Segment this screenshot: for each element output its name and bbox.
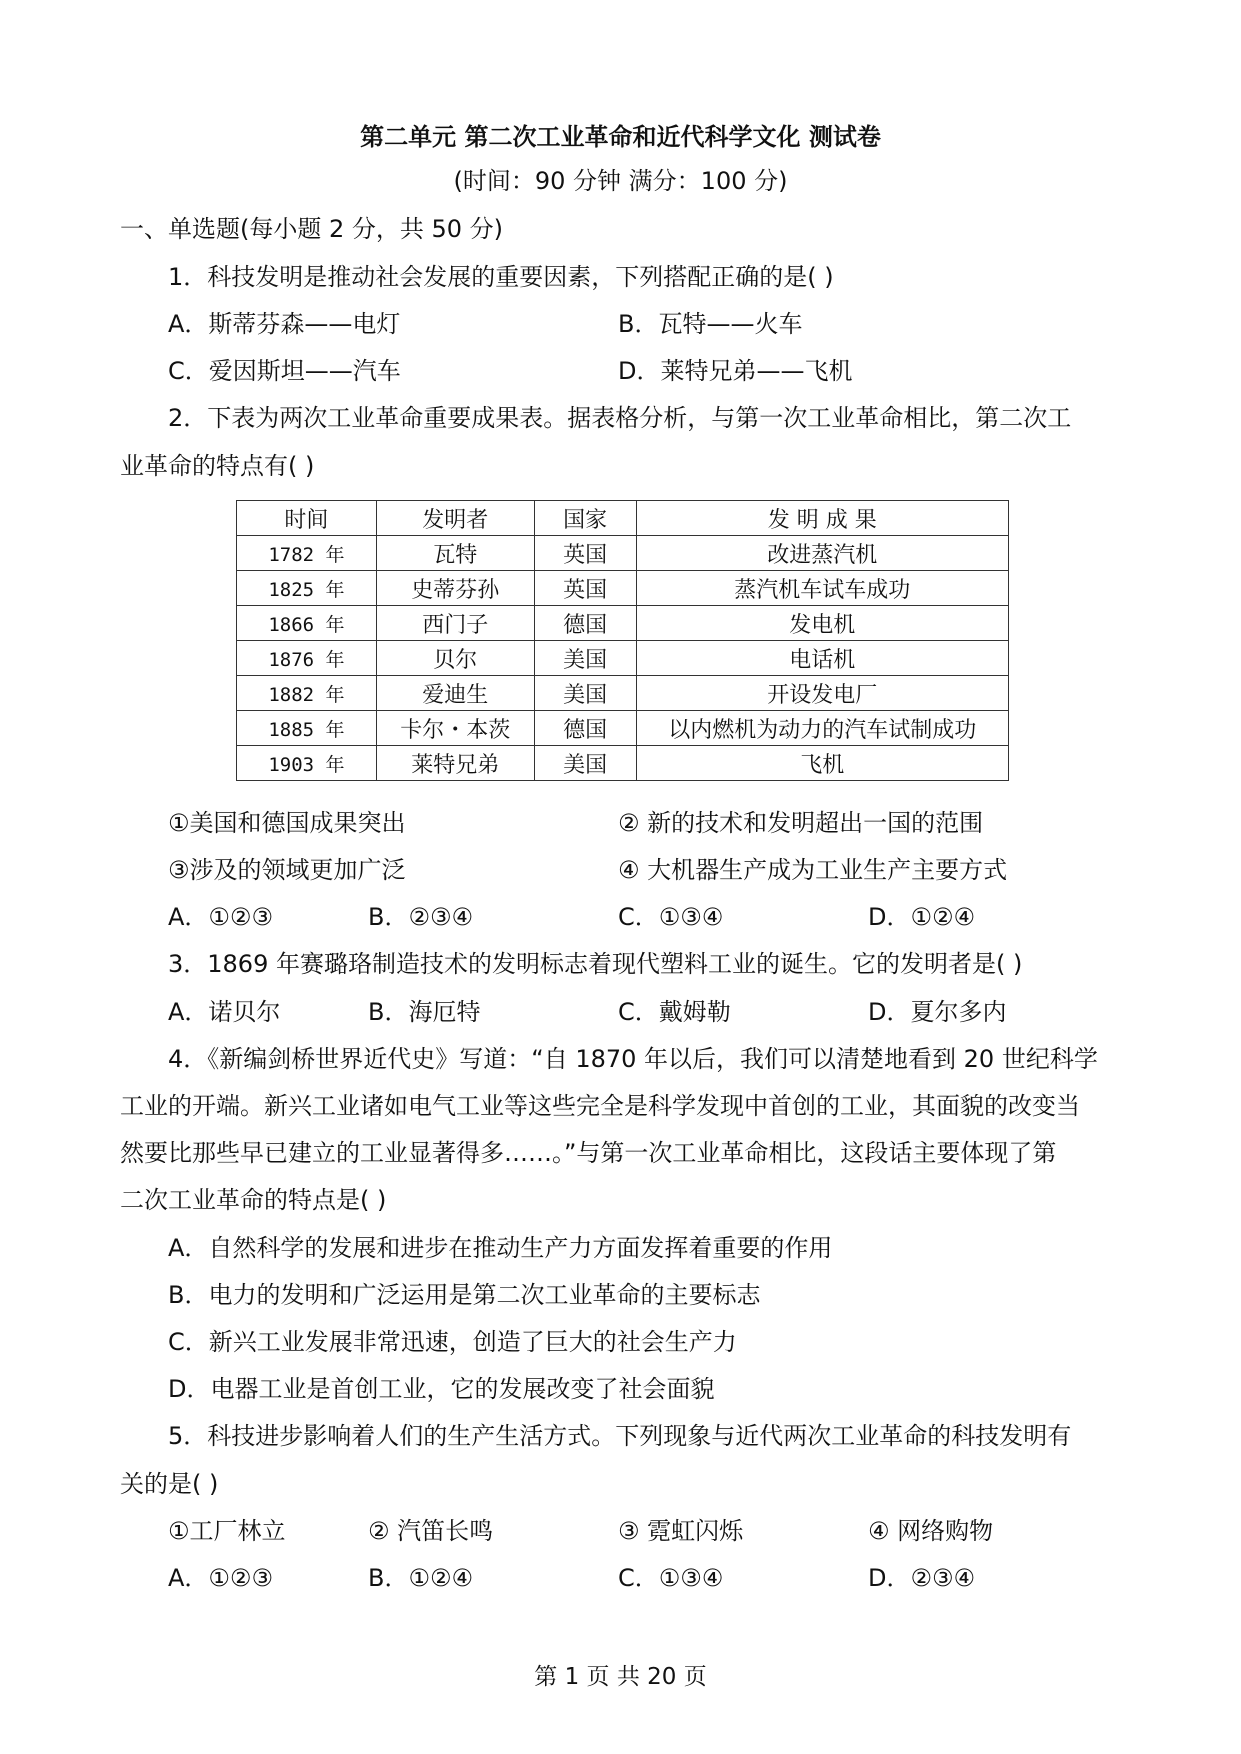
- q5-option-d: D．②③④: [868, 1564, 976, 1592]
- q1-option-b: B．瓦特——火车: [618, 310, 803, 338]
- table-cell-achievement: 飞机: [636, 746, 1008, 781]
- q3-option-d: D．夏尔多内: [868, 998, 1007, 1026]
- table-cell-country: 美国: [534, 676, 636, 711]
- q5-statement-3: ③ 霓虹闪烁: [618, 1517, 744, 1545]
- q2-option-b: B．②③④: [368, 903, 474, 931]
- q1-option-d: D．莱特兄弟——飞机: [618, 357, 853, 385]
- table-cell-achievement: 电话机: [636, 641, 1008, 676]
- table-cell-country: 英国: [534, 571, 636, 606]
- q3-stem: 3．1869 年赛璐珞制造技术的发明标志着现代塑料工业的诞生。它的发明者是( ): [168, 950, 1023, 978]
- table-cell-inventor: 史蒂芬孙: [376, 571, 534, 606]
- table-cell-inventor: 莱特兄弟: [376, 746, 534, 781]
- table-cell-country: 德国: [534, 606, 636, 641]
- table-cell-achievement: 蒸汽机车试车成功: [636, 571, 1008, 606]
- q2-stem-line2: 业革命的特点有( ): [120, 452, 315, 480]
- q5-statement-1: ①工厂林立: [168, 1517, 286, 1545]
- table-cell-year: 1866 年: [237, 606, 377, 641]
- table-cell-country: 美国: [534, 641, 636, 676]
- table-header-row: [237, 501, 1009, 536]
- table-row: [237, 746, 1009, 781]
- q2-stem-line1: 2．下表为两次工业革命重要成果表。据表格分析，与第一次工业革命相比，第二次工: [168, 404, 1072, 432]
- table-row: [237, 536, 1009, 571]
- q2-statement-2: ② 新的技术和发明超出一国的范围: [618, 809, 984, 837]
- q5-option-c: C．①③④: [618, 1564, 724, 1592]
- table-row: [237, 641, 1009, 676]
- table-cell-inventor: 瓦特: [376, 536, 534, 571]
- table-cell-inventor: 贝尔: [376, 641, 534, 676]
- table-cell-country: 美国: [534, 746, 636, 781]
- table-cell-achievement: 以内燃机为动力的汽车试制成功: [636, 711, 1008, 746]
- q2-statement-1: ①美国和德国成果突出: [168, 809, 406, 837]
- q3-option-b: B．海厄特: [368, 998, 481, 1026]
- table-cell-country: 英国: [534, 536, 636, 571]
- q2-option-d: D．①②④: [868, 903, 976, 931]
- q5-statement-2: ② 汽笛长鸣: [368, 1517, 494, 1545]
- table-row: [237, 606, 1009, 641]
- q2-option-a: A．①②③: [168, 903, 273, 931]
- table-row: [237, 571, 1009, 606]
- table-cell-year: 1885 年: [237, 711, 377, 746]
- table-header: 发 明 成 果: [636, 501, 1008, 536]
- section-heading: 一、单选题(每小题 2 分，共 50 分): [120, 215, 504, 243]
- page-title: 第二单元 第二次工业革命和近代科学文化 测试卷: [360, 123, 881, 151]
- q2-statement-3: ③涉及的领域更加广泛: [168, 856, 406, 884]
- q5-stem-line1: 5．科技进步影响着人们的生产生活方式。下列现象与近代两次工业革命的科技发明有: [168, 1422, 1072, 1450]
- q2-statement-4: ④ 大机器生产成为工业生产主要方式: [618, 856, 1008, 884]
- q1-option-a: A．斯蒂芬森——电灯: [168, 310, 401, 338]
- q4-stem-line1: 4．《新编剑桥世界近代史》写道：“自 1870 年以后，我们可以清楚地看到 20 世纪科学: [168, 1045, 1098, 1073]
- table-header: 时间: [237, 501, 377, 536]
- q4-stem-line3: 然要比那些早已建立的工业显著得多……。”与第一次工业革命相比，这段话主要体现了第: [120, 1139, 1057, 1167]
- table-cell-inventor: 西门子: [376, 606, 534, 641]
- table-cell-inventor: 卡尔・本茨: [376, 711, 534, 746]
- q5-stem-line2: 关的是( ): [120, 1470, 219, 1498]
- table-row: [237, 711, 1009, 746]
- table-cell-year: 1876 年: [237, 641, 377, 676]
- table-cell-country: 德国: [534, 711, 636, 746]
- page-footer: 第 1 页 共 20 页: [534, 1664, 707, 1690]
- table-header: 国家: [534, 501, 636, 536]
- q2-option-c: C．①③④: [618, 903, 724, 931]
- table-cell-inventor: 爱迪生: [376, 676, 534, 711]
- q5-option-a: A．①②③: [168, 1564, 273, 1592]
- q4-option-b: B．电力的发明和广泛运用是第二次工业革命的主要标志: [168, 1281, 761, 1309]
- q3-option-c: C．戴姆勒: [618, 998, 731, 1026]
- table-header: 发明者: [376, 501, 534, 536]
- q5-statement-4: ④ 网络购物: [868, 1517, 994, 1545]
- table-cell-achievement: 改进蒸汽机: [636, 536, 1008, 571]
- table-cell-year: 1903 年: [237, 746, 377, 781]
- table-row: [237, 676, 1009, 711]
- q4-stem-line4: 二次工业革命的特点是( ): [120, 1186, 387, 1214]
- q1-option-c: C．爱因斯坦——汽车: [168, 357, 401, 385]
- q4-option-a: A．自然科学的发展和进步在推动生产力方面发挥着重要的作用: [168, 1234, 833, 1262]
- inventions-table: [236, 500, 1009, 781]
- q4-option-c: C．新兴工业发展非常迅速，创造了巨大的社会生产力: [168, 1328, 737, 1356]
- table-cell-achievement: 发电机: [636, 606, 1008, 641]
- table-cell-year: 1882 年: [237, 676, 377, 711]
- q1-stem: 1．科技发明是推动社会发展的重要因素，下列搭配正确的是( ): [168, 263, 834, 291]
- q4-stem-line2: 工业的开端。新兴工业诸如电气工业等这些完全是科学发现中首创的工业，其面貌的改变当: [120, 1092, 1080, 1120]
- q5-option-b: B．①②④: [368, 1564, 474, 1592]
- table-cell-year: 1825 年: [237, 571, 377, 606]
- table-cell-achievement: 开设发电厂: [636, 676, 1008, 711]
- table-cell-year: 1782 年: [237, 536, 377, 571]
- q3-option-a: A．诺贝尔: [168, 998, 281, 1026]
- exam-time-info: (时间：90 分钟 满分：100 分): [453, 167, 788, 195]
- q4-option-d: D．电器工业是首创工业，它的发展改变了社会面貌: [168, 1375, 715, 1403]
